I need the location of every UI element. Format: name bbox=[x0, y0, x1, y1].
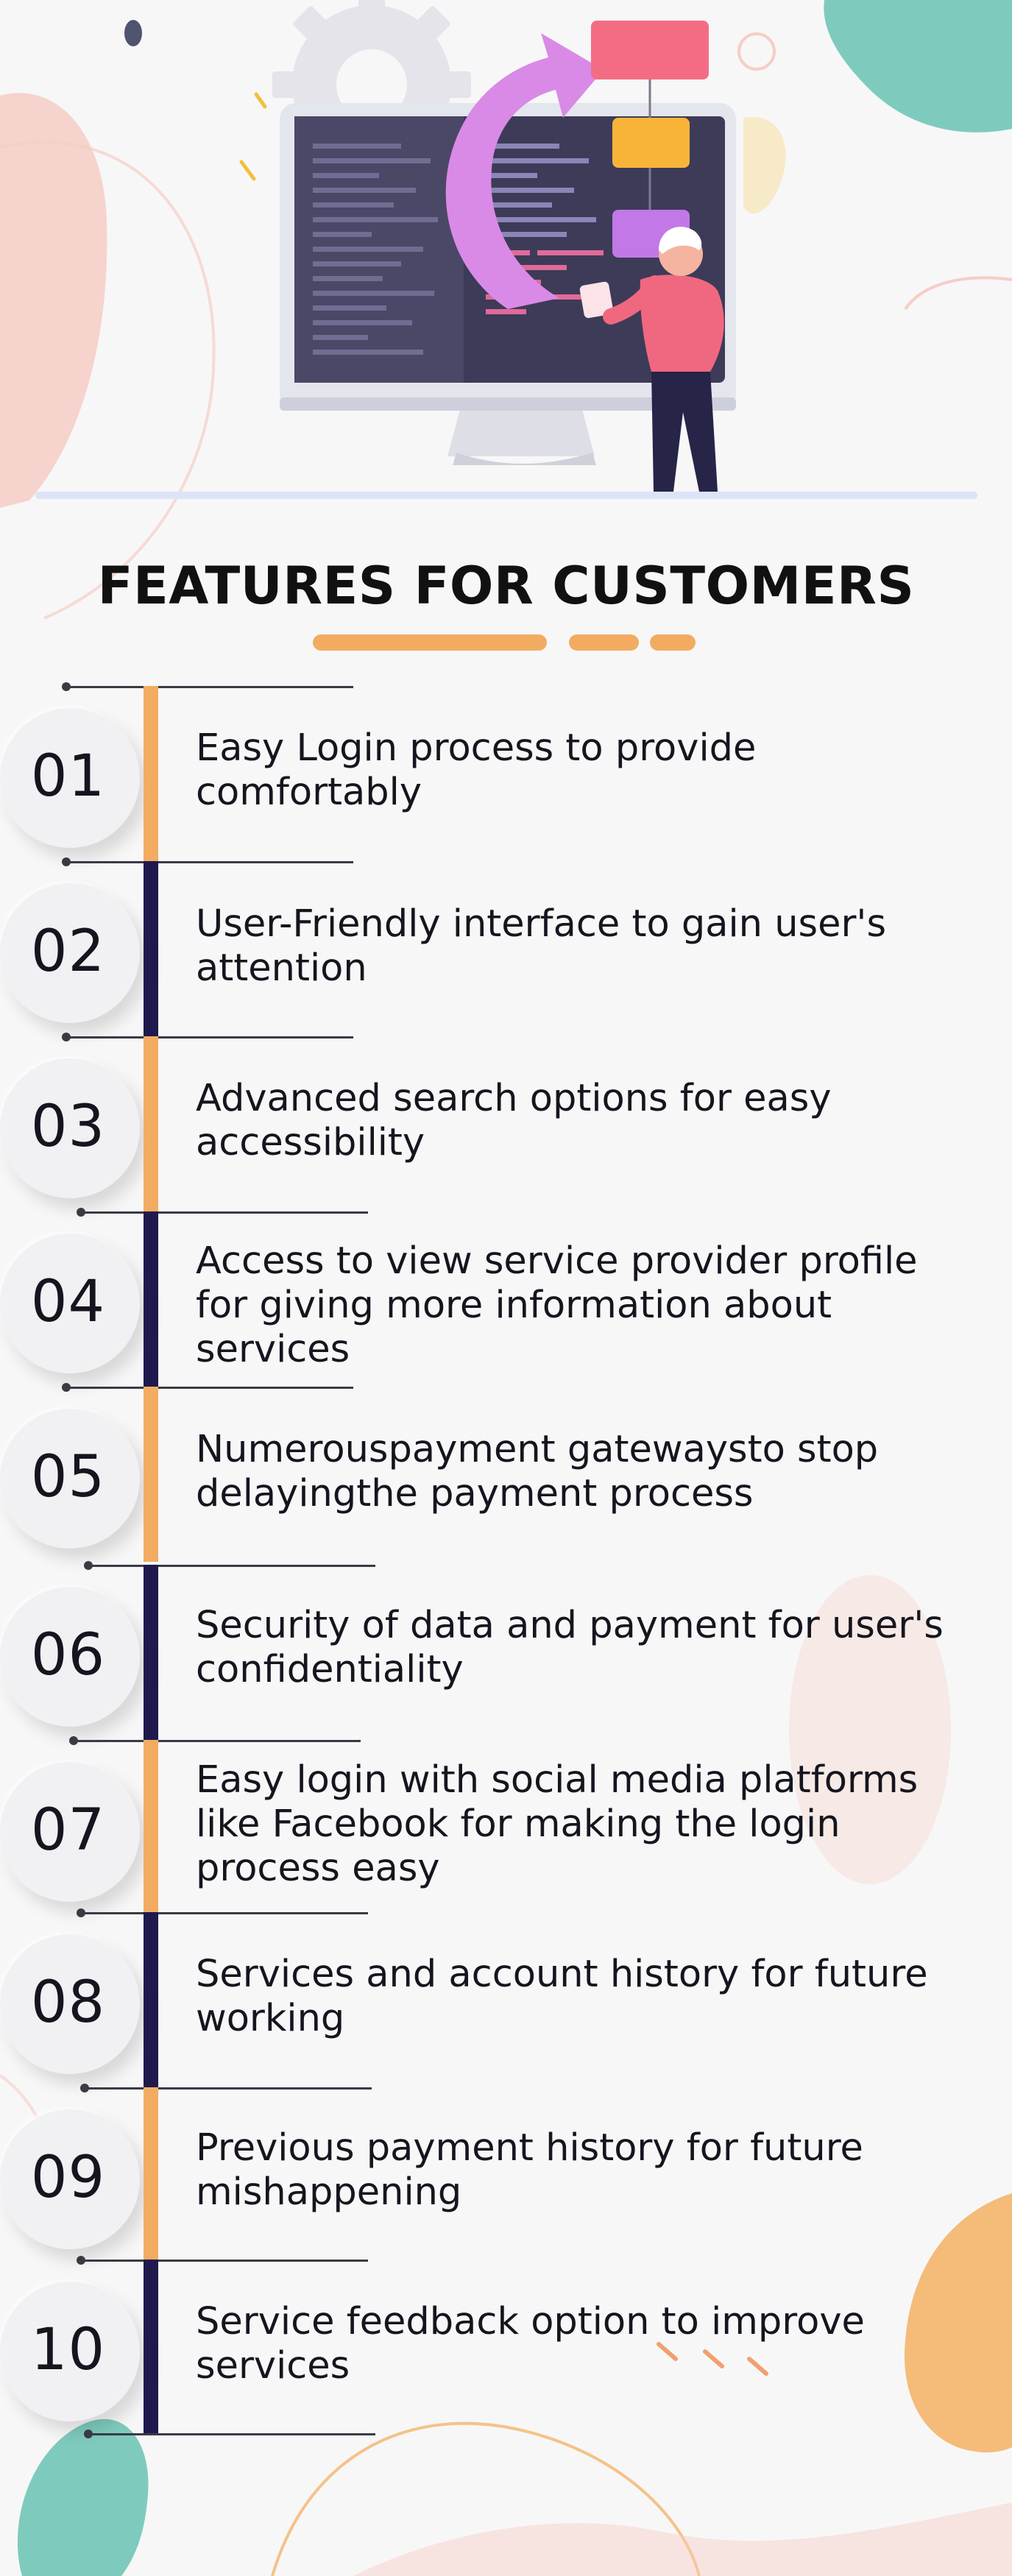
feature-bar bbox=[144, 1036, 158, 1211]
feature-item bbox=[0, 861, 1012, 1036]
feature-bar bbox=[144, 1565, 158, 1740]
feature-item bbox=[0, 1740, 1012, 1915]
feature-bar bbox=[144, 1211, 158, 1387]
feature-number: 06 bbox=[30, 1622, 106, 1688]
feature-text: Advanced search options for easy accessibility bbox=[196, 1077, 832, 1164]
feature-text: Numerouspayment gatewaysto stop delayingthe payment process bbox=[196, 1428, 879, 1515]
feature-item bbox=[0, 2260, 1012, 2433]
separator-line bbox=[66, 686, 353, 688]
yellow-dash bbox=[256, 94, 265, 107]
feature-item bbox=[0, 1211, 1012, 1387]
teal-blob-bottom-left bbox=[18, 2419, 149, 2576]
feature-number: 07 bbox=[30, 1797, 106, 1864]
feature-bar bbox=[144, 686, 158, 861]
navy-dot bbox=[124, 20, 142, 46]
separator-dot bbox=[77, 2256, 85, 2265]
feature-item bbox=[0, 686, 1012, 861]
separator-line bbox=[66, 861, 353, 863]
separator-dot bbox=[62, 1033, 71, 1041]
feature-item bbox=[0, 1565, 1012, 1740]
separator-dot bbox=[62, 1383, 71, 1392]
separator-line bbox=[74, 1740, 361, 1742]
feature-bar bbox=[144, 2260, 158, 2433]
feature-bar bbox=[144, 1387, 158, 1562]
feature-text: Previous payment history for future mishappening bbox=[196, 2126, 863, 2214]
separator-line bbox=[81, 1211, 368, 1214]
page-title: FEATURES FOR CUSTOMERS bbox=[97, 556, 915, 616]
feature-number: 01 bbox=[30, 743, 106, 810]
feature-bar bbox=[144, 2087, 158, 2262]
feature-number: 09 bbox=[30, 2145, 106, 2211]
feature-number: 04 bbox=[30, 1269, 106, 1335]
separator-dot bbox=[77, 1908, 85, 1917]
floor-line bbox=[35, 492, 977, 499]
separator-dot bbox=[62, 857, 71, 866]
separator-dot bbox=[62, 682, 71, 691]
feature-text: User-Friendly interface to gain user's attention bbox=[196, 902, 887, 990]
feature-item bbox=[0, 1912, 1012, 2087]
title-underline-mid bbox=[569, 634, 639, 651]
separator-line bbox=[81, 1912, 368, 1914]
pink-ring bbox=[739, 34, 774, 69]
yellow-dash-2 bbox=[241, 162, 254, 179]
feature-number: 05 bbox=[30, 1444, 106, 1510]
feature-number: 02 bbox=[30, 919, 106, 985]
separator-line bbox=[88, 1565, 375, 1567]
light-arc bbox=[905, 277, 1012, 309]
title-underline-long bbox=[313, 634, 547, 651]
pink-wave-bottom bbox=[353, 2502, 1012, 2576]
hero-illustration bbox=[0, 0, 1012, 515]
yellow-blob bbox=[743, 117, 786, 213]
feature-text: Security of data and payment for user's confidentiality bbox=[196, 1604, 944, 1691]
feature-text: Services and account history for future working bbox=[196, 1953, 928, 2040]
separator-dot bbox=[77, 1208, 85, 1217]
feature-item bbox=[0, 1036, 1012, 1211]
feature-text: Service feedback option to improve services bbox=[196, 2300, 865, 2388]
feature-text: Access to view service provider profile for giving more information about services bbox=[196, 1239, 918, 1371]
separator-dot bbox=[84, 2430, 93, 2438]
feature-number: 03 bbox=[30, 1094, 106, 1160]
feature-bar bbox=[144, 1740, 158, 1915]
separator-line bbox=[81, 2260, 368, 2262]
separator-line bbox=[88, 2433, 375, 2435]
feature-number: 10 bbox=[30, 2317, 106, 2383]
feature-number: 08 bbox=[30, 1970, 106, 2036]
feature-text: Easy Login process to provide comfortably bbox=[196, 726, 757, 814]
feature-item bbox=[0, 2087, 1012, 2262]
separator-dot bbox=[84, 1561, 93, 1570]
feature-bar bbox=[144, 1912, 158, 2087]
separator-line bbox=[66, 1387, 353, 1389]
separator-dot bbox=[69, 1736, 78, 1745]
feature-item bbox=[0, 1387, 1012, 1562]
separator-dot bbox=[80, 2084, 89, 2092]
feature-bar bbox=[144, 861, 158, 1036]
title-underline-short bbox=[650, 634, 696, 651]
separator-line bbox=[85, 2087, 372, 2090]
separator-line bbox=[66, 1036, 353, 1038]
feature-text: Easy login with social media platforms like Facebook for making the login process easy bbox=[196, 1758, 919, 1890]
